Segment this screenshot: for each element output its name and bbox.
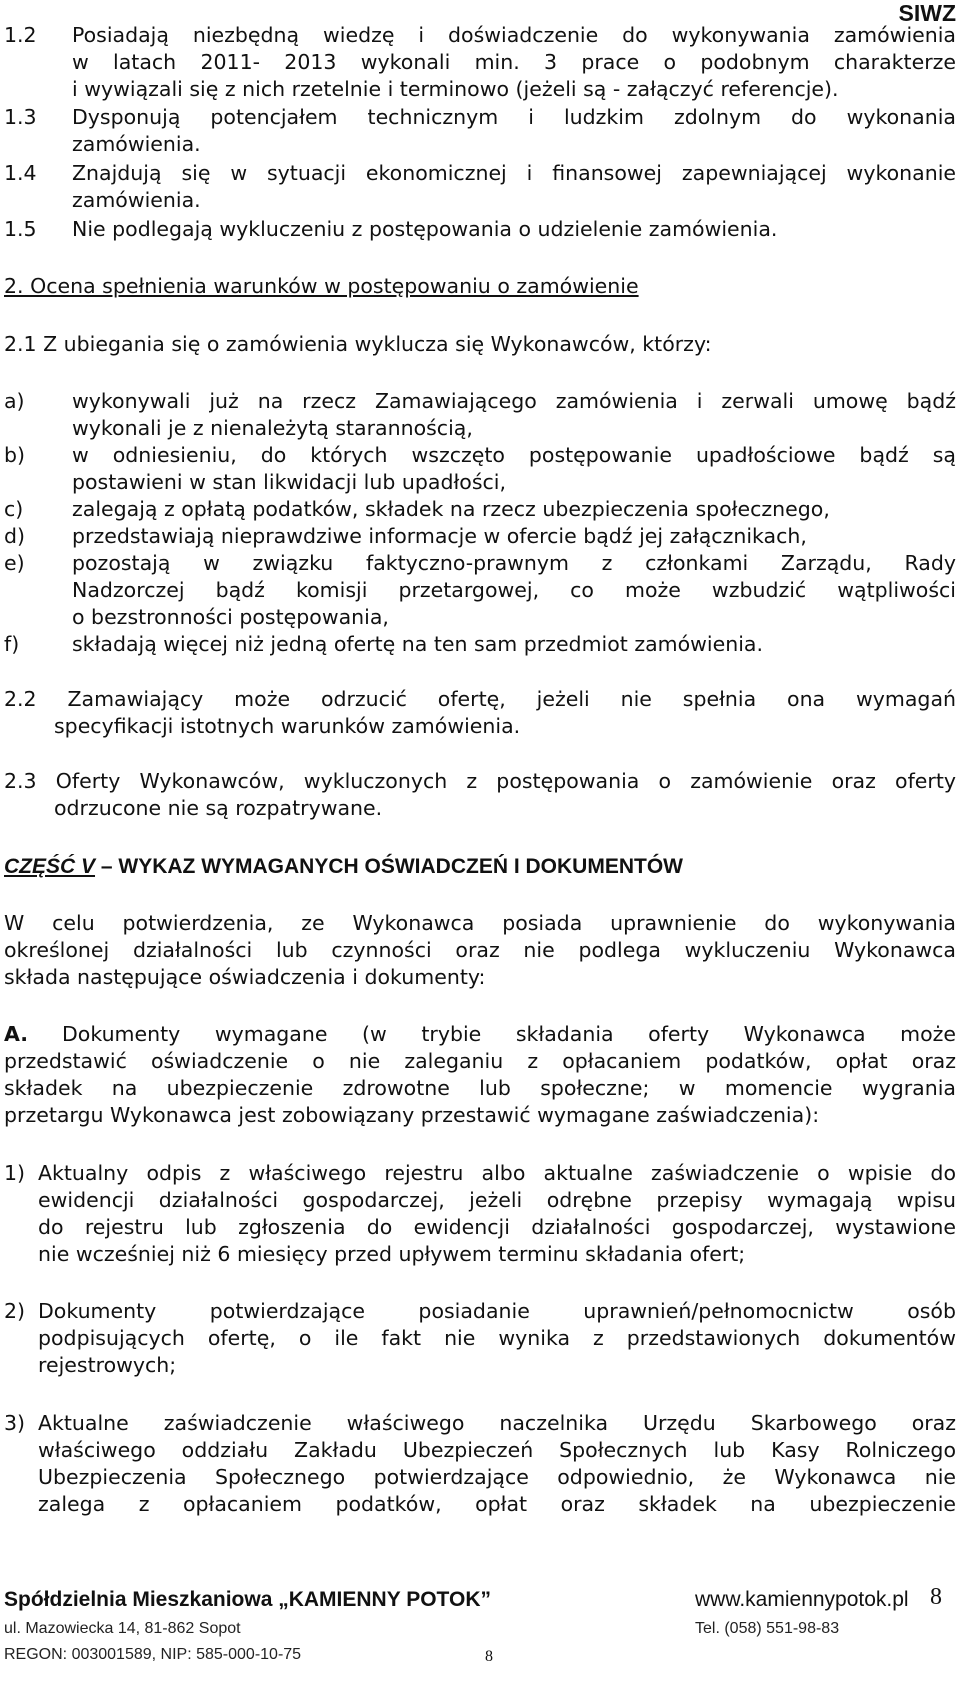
list-line: przedstawiają nieprawdziwe informacje w ofercie bądź jej załącznikach, — [72, 524, 807, 548]
doc-line: rejestrowych; — [38, 1353, 177, 1377]
paragraph-line: składek na ubezpieczenie zdrowotne lub społeczne; w momencie wygrania — [4, 1076, 956, 1100]
paragraph: odrzucone nie są rozpatrywane. — [54, 796, 383, 820]
footer-address: ul. Mazowiecka 14, 81-862 Sopot — [4, 1620, 241, 1637]
part-number: CZĘŚĆ V — [4, 855, 96, 878]
doc-line: właściwego oddziału Zakładu Ubezpieczeń Społecznych lub Kasy Rolniczego — [38, 1438, 956, 1462]
item-number: 1.3 — [4, 105, 37, 129]
footer-regon: REGON: 003001589, NIP: 585-000-10-75 — [4, 1646, 302, 1663]
doc-line: Ubezpieczenia Społecznego potwierdzające odpowiednio, że Wykonawca nie — [38, 1465, 956, 1489]
list-letter: a) — [4, 389, 25, 413]
list-line: wykonywali już na rzecz Zamawiającego zamówienia i zerwali umowę bądź — [72, 389, 956, 413]
doc-line: do rejestru lub zgłoszenia do ewidencji działalności gospodarczej, wystawione — [38, 1215, 956, 1239]
section-label-a: A. — [4, 1022, 29, 1046]
footer-website: www.kamiennypotok.pl — [695, 1588, 909, 1611]
doc-line: ewidencji działalności gospodarczej, jeżeli odrębne przepisy wymagają wpisu — [38, 1188, 956, 1212]
item-line: Posiadają niezbędną wiedzę i doświadczenie do wykonywania zamówienia — [72, 23, 956, 47]
list-letter: b) — [4, 443, 26, 467]
item-line: Nie podlegają wykluczeniu z postępowania o udzielenie zamówienia. — [72, 217, 778, 241]
doc-line: Aktualne zaświadczenie właściwego naczelnika Urzędu Skarbowego oraz — [38, 1411, 956, 1435]
list-letter: c) — [4, 497, 24, 521]
list-line: o bezstronności postępowania, — [72, 605, 389, 629]
item-line: i wywiązali się z nich rzetelnie i terminowo (jeżeli są - załączyć referencje). — [72, 77, 839, 101]
part-dash: – — [95, 855, 119, 878]
doc-number: 3) — [4, 1411, 26, 1435]
paragraph: 2.1 Z ubiegania się o zamówienia wyklucza się Wykonawców, którzy: — [4, 332, 712, 356]
item-number: 1.2 — [4, 23, 37, 47]
list-line: postawieni w stan likwidacji lub upadłości, — [72, 470, 506, 494]
document-tag: SIWZ — [898, 0, 956, 26]
paragraph: 2.3 Oferty Wykonawców, wykluczonych z postępowania o zamówienie oraz oferty — [4, 769, 956, 793]
doc-number: 1) — [4, 1161, 26, 1185]
list-letter: d) — [4, 524, 26, 548]
item-line: zamówienia. — [72, 132, 201, 156]
paragraph: 2.2 Zamawiający może odrzucić ofertę, jeżeli nie spełnia ona wymagań — [4, 687, 956, 711]
paragraph-line: określonej działalności lub czynności oraz nie podlega wykluczeniu Wykonawca — [4, 938, 956, 962]
item-number: 1.5 — [4, 217, 37, 241]
paragraph-line: przetargu Wykonawca jest zobowiązany przestawić wymagane zaświadczenia): — [4, 1103, 820, 1127]
doc-number: 2) — [4, 1299, 26, 1323]
part-title: WYKAZ WYMAGANYCH OŚWIADCZEŃ I DOKUMENTÓW — [118, 855, 683, 878]
list-letter: e) — [4, 551, 25, 575]
paragraph-line: przedstawić oświadczenie o nie zaleganiu z opłacaniem podatków, opłat oraz — [4, 1049, 956, 1073]
item-line: zamówienia. — [72, 188, 201, 212]
item-line: Dysponują potencjałem technicznym i ludzkim zdolnym do wykonania — [72, 105, 956, 129]
list-line: pozostają w związku faktyczno-prawnym z członkami Zarządu, Rady — [72, 551, 956, 575]
paragraph-line: W celu potwierdzenia, ze Wykonawca posiada uprawnienie do wykonywania — [4, 911, 956, 935]
item-line: w latach 2011- 2013 wykonali min. 3 prace o podobnym charakterze — [72, 50, 956, 74]
doc-line: podpisujących ofertę, o ile fakt nie wynika z przedstawionych dokumentów — [38, 1326, 956, 1350]
doc-line: Dokumenty potwierdzające posiadanie uprawnień/pełnomocnictw osób — [38, 1299, 956, 1323]
doc-line: Aktualny odpis z właściwego rejestru albo aktualne zaświadczenie o wpisie do — [38, 1161, 956, 1185]
footer-phone: Tel. (058) 551-98-83 — [695, 1620, 840, 1637]
part-heading — [4, 853, 683, 880]
list-line: Nadzorczej bądź komisji przetargowej, co może wzbudzić wątpliwości — [72, 578, 956, 602]
list-line: zalegają z opłatą podatków, składek na rzecz ubezpieczenia społecznego, — [72, 497, 830, 521]
doc-line: zalega z opłacaniem podatków, opłat oraz składek na ubezpieczenie — [38, 1492, 956, 1516]
list-line: wykonali je z nienależytą starannością, — [72, 416, 473, 440]
section-heading: 2. Ocena spełnienia warunków w postępowaniu o zamówienie — [4, 274, 639, 298]
doc-line: nie wcześniej niż 6 miesięcy przed upływem terminu składania ofert; — [38, 1242, 746, 1266]
paragraph: specyfikacji istotnych warunków zamówienia. — [54, 714, 521, 738]
footer-organization: Spółdzielnia Mieszkaniowa „KAMIENNY POTOK” — [4, 1588, 491, 1611]
list-line: w odniesieniu, do których wszczęto postępowanie upadłościowe bądź są — [72, 443, 956, 467]
page-number-small: 8 — [485, 1648, 493, 1665]
paragraph-line: składa następujące oświadczenia i dokumenty: — [4, 965, 486, 989]
list-letter: f) — [4, 632, 20, 656]
item-number: 1.4 — [4, 161, 37, 185]
item-line: Znajdują się w sytuacji ekonomicznej i finansowej zapewniającej wykonanie — [72, 161, 956, 185]
page-number: 8 — [930, 1584, 942, 1610]
paragraph-line: Dokumenty wymagane (w trybie składania oferty Wykonawca może — [62, 1022, 956, 1046]
list-line: składają więcej niż jedną ofertę na ten sam przedmiot zamówienia. — [72, 632, 764, 656]
